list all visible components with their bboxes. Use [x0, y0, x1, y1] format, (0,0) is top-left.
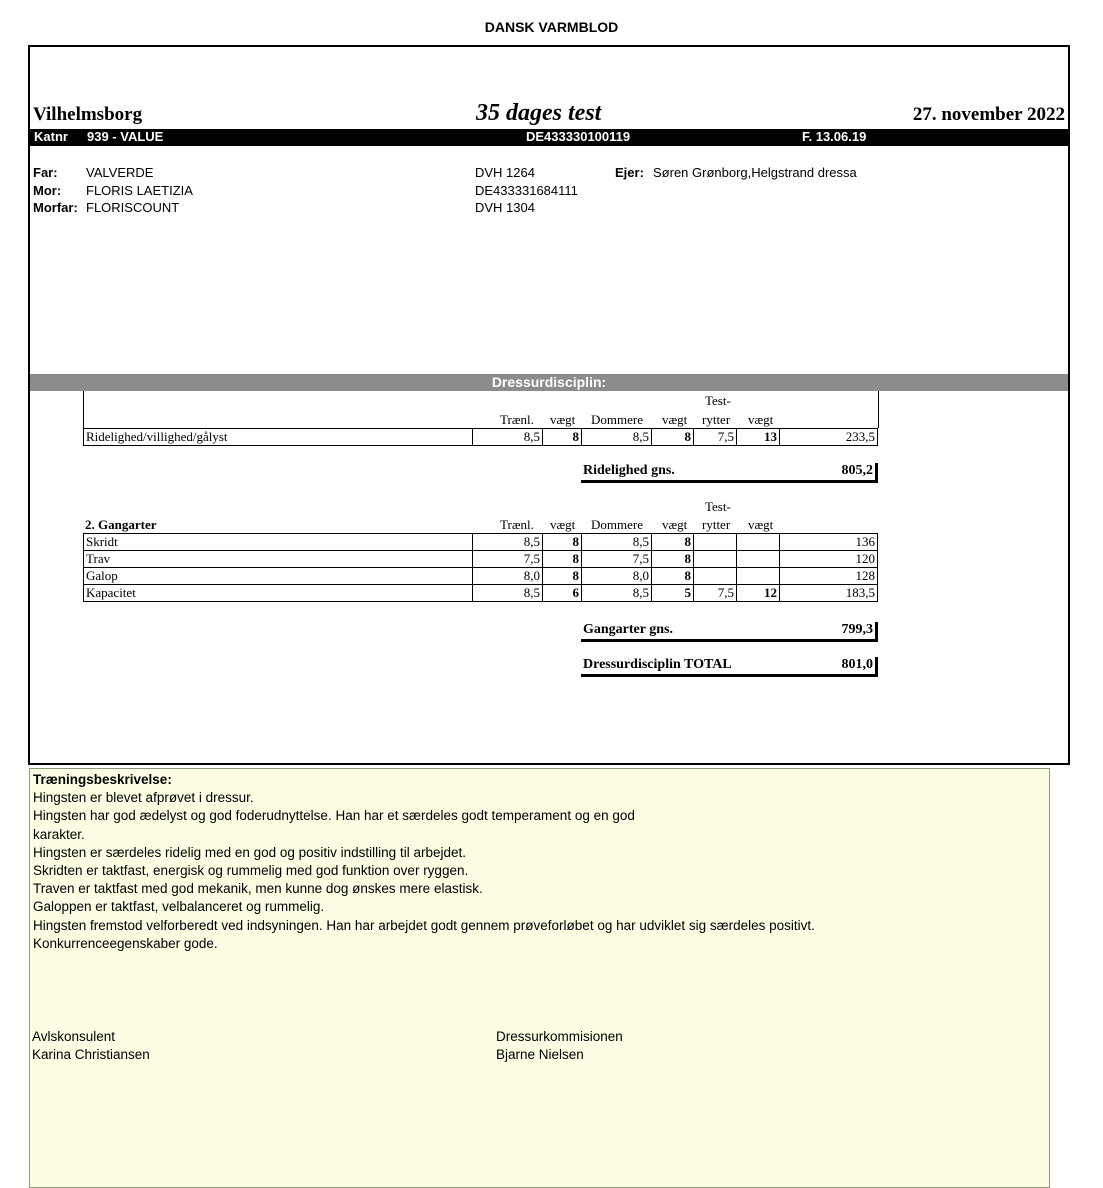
signature-name-2: Bjarne Nielsen — [496, 1047, 584, 1062]
testrytter-weight — [737, 568, 780, 585]
description-line: Traven er taktfast med god mekanik, men kunne dog ønskes mere elastisk. — [33, 881, 483, 897]
col-traenl-2: Trænl. — [500, 517, 534, 532]
row-total: 136 — [780, 534, 878, 551]
row-total: 128 — [780, 568, 878, 585]
description-line: Hingsten er særdeles ridelig med en god og positiv indstilling til arbejdet. — [33, 844, 466, 860]
pedigree-label-mor: Mor: — [33, 183, 62, 198]
dommere-weight: 8 — [652, 551, 694, 568]
dressur-total-label: Dressurdisciplin TOTAL — [583, 657, 732, 672]
traenl-weight: 8 — [543, 551, 582, 568]
row-name: Trav — [84, 551, 473, 568]
pedigree-name-mor: FLORIS LAETIZIA — [86, 183, 193, 198]
row-name: Skridt — [84, 534, 473, 551]
horse-id-bar — [30, 129, 1068, 146]
gangarter-average-value: 799,3 — [841, 622, 873, 637]
pedigree-reg-morfar: DVH 1304 — [475, 200, 535, 215]
traenl-score: 8,5 — [473, 429, 543, 446]
test-date: 27. november 2022 — [912, 104, 1065, 125]
dommere-score: 8,5 — [582, 585, 652, 602]
pedigree-label-far: Far: — [33, 165, 58, 180]
ridelighed-average-label: Ridelighed gns. — [583, 463, 675, 478]
gangarter-average — [581, 622, 878, 642]
traenl-score: 8,5 — [473, 585, 543, 602]
testrytter-score: 7,5 — [694, 585, 737, 602]
test-title: 35 dages test — [476, 100, 602, 126]
col-dommere-1: Dommere — [591, 412, 643, 427]
col-vaegt-6: vægt — [748, 517, 774, 532]
owner-label: Ejer: — [615, 165, 644, 180]
testrytter-score — [694, 551, 737, 568]
dommere-score: 8,5 — [582, 534, 652, 551]
col-traenl-1: Trænl. — [500, 412, 534, 427]
description-line: Konkurrenceegenskaber gode. — [33, 935, 218, 951]
pedigree-reg-mor: DE433331684111 — [475, 183, 578, 198]
table-row — [84, 551, 878, 568]
description-line: Galoppen er taktfast, velbalanceret og rummelig. — [33, 899, 325, 915]
pedigree-name-far: VALVERDE — [86, 165, 154, 180]
signature-name-1: Karina Christiansen — [32, 1047, 150, 1062]
ridelighed-average-value: 805,2 — [841, 463, 873, 478]
description-text — [33, 789, 1033, 953]
description-line: Hingsten er blevet afprøvet i dressur. — [33, 790, 254, 806]
pedigree-label-morfar: Morfar: — [33, 200, 78, 215]
dommere-score: 8,5 — [582, 429, 652, 446]
dommere-score: 7,5 — [582, 551, 652, 568]
row-name: Ridelighed/villighed/gålyst — [84, 429, 473, 446]
row-name: Galop — [84, 568, 473, 585]
row-name: Kapacitet — [84, 585, 473, 602]
section-title: Dressurdisciplin: — [30, 374, 1068, 391]
location: Vilhelmsborg — [33, 104, 143, 125]
testrytter-score — [694, 568, 737, 585]
description-line: Hingsten fremstod velforberedt ved indsyningen. Han har arbejdet godt gennem prøveforløbet og har udviklet sig særdeles positivt. — [33, 917, 815, 933]
description-line: karakter. — [33, 826, 85, 842]
description-line: Hingsten har god ædelyst og god foderudnyttelse. Han har et særdeles godt temperament og en god — [33, 808, 635, 824]
traenl-score: 7,5 — [473, 551, 543, 568]
traenl-weight: 8 — [543, 568, 582, 585]
training-description-box — [29, 768, 1050, 1188]
traenl-score: 8,0 — [473, 568, 543, 585]
table-row — [84, 585, 878, 602]
col-test-2: Test- — [705, 499, 731, 514]
birth-date: F. 13.06.19 — [802, 129, 867, 144]
col-vaegt-5: vægt — [662, 517, 688, 532]
traenl-weight: 6 — [543, 585, 582, 602]
organization-title: DANSK VARMBLOD — [484, 19, 619, 35]
dressur-total — [581, 657, 878, 677]
ridelighed-average — [581, 463, 878, 483]
col-rytter-2: rytter — [702, 517, 731, 532]
katnr-label: Katnr — [34, 129, 68, 144]
col-rytter-1: rytter — [702, 412, 731, 427]
col-vaegt-4: vægt — [550, 517, 576, 532]
traenl-weight: 8 — [543, 429, 582, 446]
dommere-weight: 8 — [652, 429, 694, 446]
col-vaegt-1: vægt — [550, 412, 576, 427]
testrytter-score — [694, 534, 737, 551]
dommere-weight: 5 — [652, 585, 694, 602]
horse-reg-number: DE433330100119 — [526, 129, 631, 144]
testrytter-weight: 12 — [737, 585, 780, 602]
description-line: Skridten er taktfast, energisk og rummelig med god funktion over ryggen. — [33, 863, 469, 879]
description-title: Træningsbeskrivelse: — [33, 772, 172, 787]
traenl-score: 8,5 — [473, 534, 543, 551]
gangarter-title: 2. Gangarter — [85, 517, 157, 532]
dommere-weight: 8 — [652, 534, 694, 551]
pedigree-name-morfar: FLORISCOUNT — [86, 200, 180, 215]
testrytter-score: 7,5 — [694, 429, 737, 446]
col-dommere-2: Dommere — [591, 517, 643, 532]
gangarter-average-label: Gangarter gns. — [583, 622, 673, 637]
table-row — [84, 429, 878, 446]
table-row — [84, 534, 878, 551]
gangarter-table — [83, 533, 878, 602]
col-vaegt-3: vægt — [748, 412, 774, 427]
col-vaegt-2: vægt — [662, 412, 688, 427]
ridelighed-table — [83, 428, 878, 446]
dressur-total-value: 801,0 — [841, 657, 873, 672]
dommere-weight: 8 — [652, 568, 694, 585]
row-total: 233,5 — [780, 429, 878, 446]
testrytter-weight — [737, 551, 780, 568]
row-total: 120 — [780, 551, 878, 568]
table-row — [84, 568, 878, 585]
traenl-weight: 8 — [543, 534, 582, 551]
testrytter-weight — [737, 534, 780, 551]
col-test-1: Test- — [705, 393, 731, 408]
dommere-score: 8,0 — [582, 568, 652, 585]
signature-role-2: Dressurkommisionen — [496, 1029, 623, 1044]
pedigree-reg-far: DVH 1264 — [475, 165, 535, 180]
row-total: 183,5 — [780, 585, 878, 602]
signature-role-1: Avlskonsulent — [32, 1029, 116, 1044]
katnr-value: 939 - VALUE — [87, 129, 164, 144]
owner-value: Søren Grønborg,Helgstrand dressa — [653, 165, 857, 180]
testrytter-weight: 13 — [737, 429, 780, 446]
